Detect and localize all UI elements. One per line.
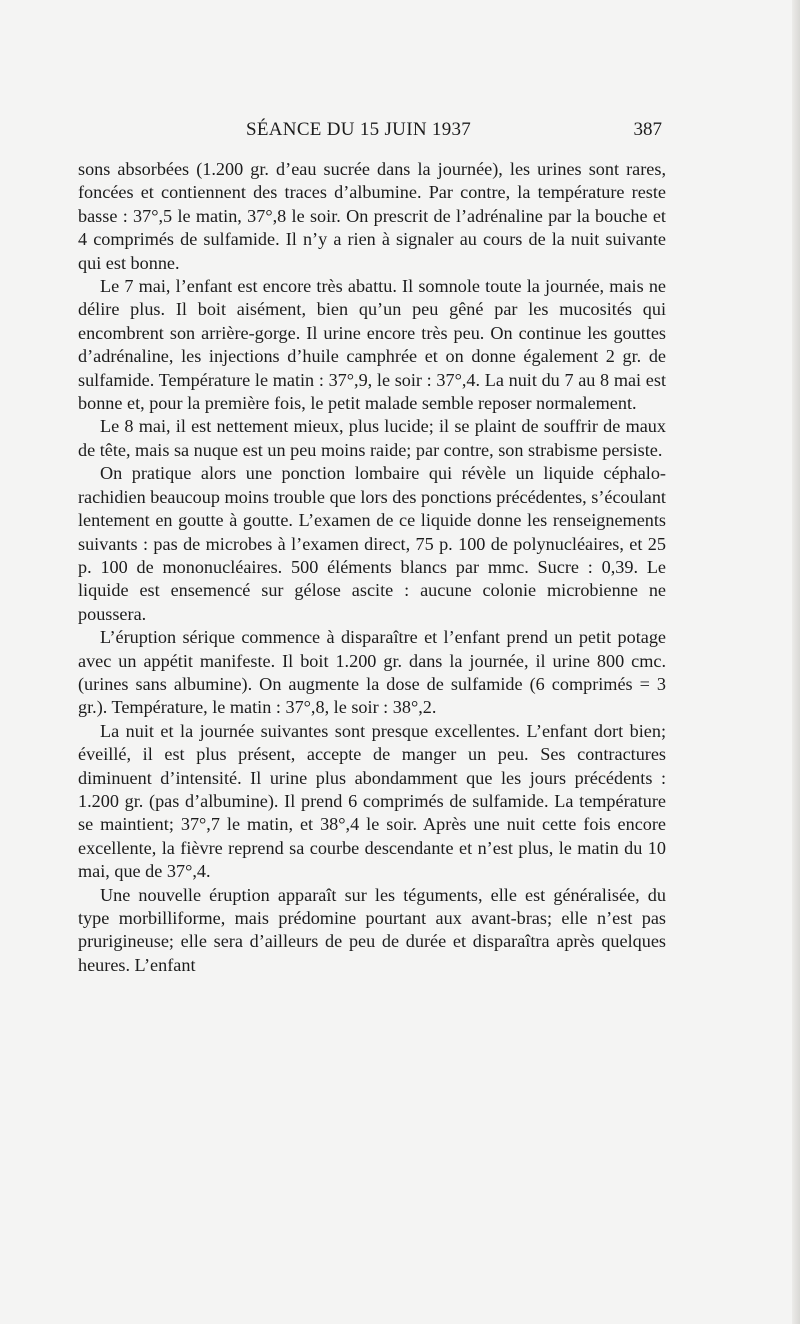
paragraph: Le 7 mai, l’enfant est encore très abattu. Il somnole toute la journée, mais ne délire plus. Il boit aisément, bien qu’un peu gêné par les mucosités qui encombrent son arrière-gorge. Il urine encore très peu. On continue les gouttes d’adrénaline, les injections d’huile camphrée et on donne également 2 gr. de sulfamide. Température le matin : 37°,9, le soir : 37°,4. La nuit du 7 au 8 mai est bonne et, pour la première fois, le petit malade semble reposer normalement.	[78, 276, 666, 414]
paragraph: Le 8 mai, il est nettement mieux, plus lucide; il se plaint de souffrir de maux de tête, mais sa nuque est un peu moins raide; par contre, son strabisme persiste.	[78, 416, 666, 460]
page-edge-shadow	[792, 0, 800, 1324]
page-header	[78, 119, 662, 147]
page-number: 387	[633, 119, 662, 140]
paragraph: La nuit et la journée suivantes sont presque excellentes. L’enfant dort bien; éveillé, il est plus présent, accepte de manger un peu. Ses contractures diminuent d’intensité. Il urine plus abondamment que les jours précédents : 1.200 gr. (pas d’albumine). Il prend 6 comprimés de sulfamide. La température se maintient; 37°,7 le matin, et 38°,4 le soir. Après une nuit cette fois encore excellente, la fièvre reprend sa courbe descendante et n’est plus, le matin du 10 mai, que de 37°,4.	[78, 720, 666, 882]
paragraph: sons absorbées (1.200 gr. d’eau sucrée dans la journée), les urines sont rares, foncées et contiennent des traces d’albumine. Par contre, la température reste basse : 37°,5 le matin, 37°,8 le soir. On prescrit de l’adrénaline par la bouche et 4 comprimés de sulfamide. Il n’y a rien à signaler au cours de la nuit suivante qui est bonne.	[78, 159, 666, 273]
paragraph: L’éruption sérique commence à disparaître et l’enfant prend un petit potage avec un appétit manifeste. Il boit 1.200 gr. dans la journée, il urine 800 cmc. (urines sans albumine). On augmente la dose de sulfamide (6 comprimés = 3 gr.). Température, le matin : 37°,8, le soir : 38°,2.	[78, 627, 666, 718]
body-text	[78, 158, 666, 977]
paragraph: On pratique alors une ponction lombaire qui révèle un liquide céphalo-rachidien beaucoup moins trouble que lors des ponctions précédentes, s’écoulant lentement en goutte à goutte. L’examen de ce liquide donne les renseignements suivants : pas de microbes à l’examen direct, 75 p. 100 de polynucléaires, et 25 p. 100 de mononucléaires. 500 éléments blancs par mmc. Sucre : 0,39. Le liquide est ensemencé sur gélose ascite : aucune colonie microbienne ne poussera.	[78, 463, 666, 624]
paragraph: Une nouvelle éruption apparaît sur les téguments, elle est généralisée, du type morbilliforme, mais prédomine pourtant aux avant-bras; elle n’est pas prurigineuse; elle sera d’ailleurs de peu de durée et disparaîtra après quelques heures. L’enfant	[78, 884, 666, 975]
running-head: SÉANCE DU 15 JUIN 1937	[246, 119, 472, 140]
